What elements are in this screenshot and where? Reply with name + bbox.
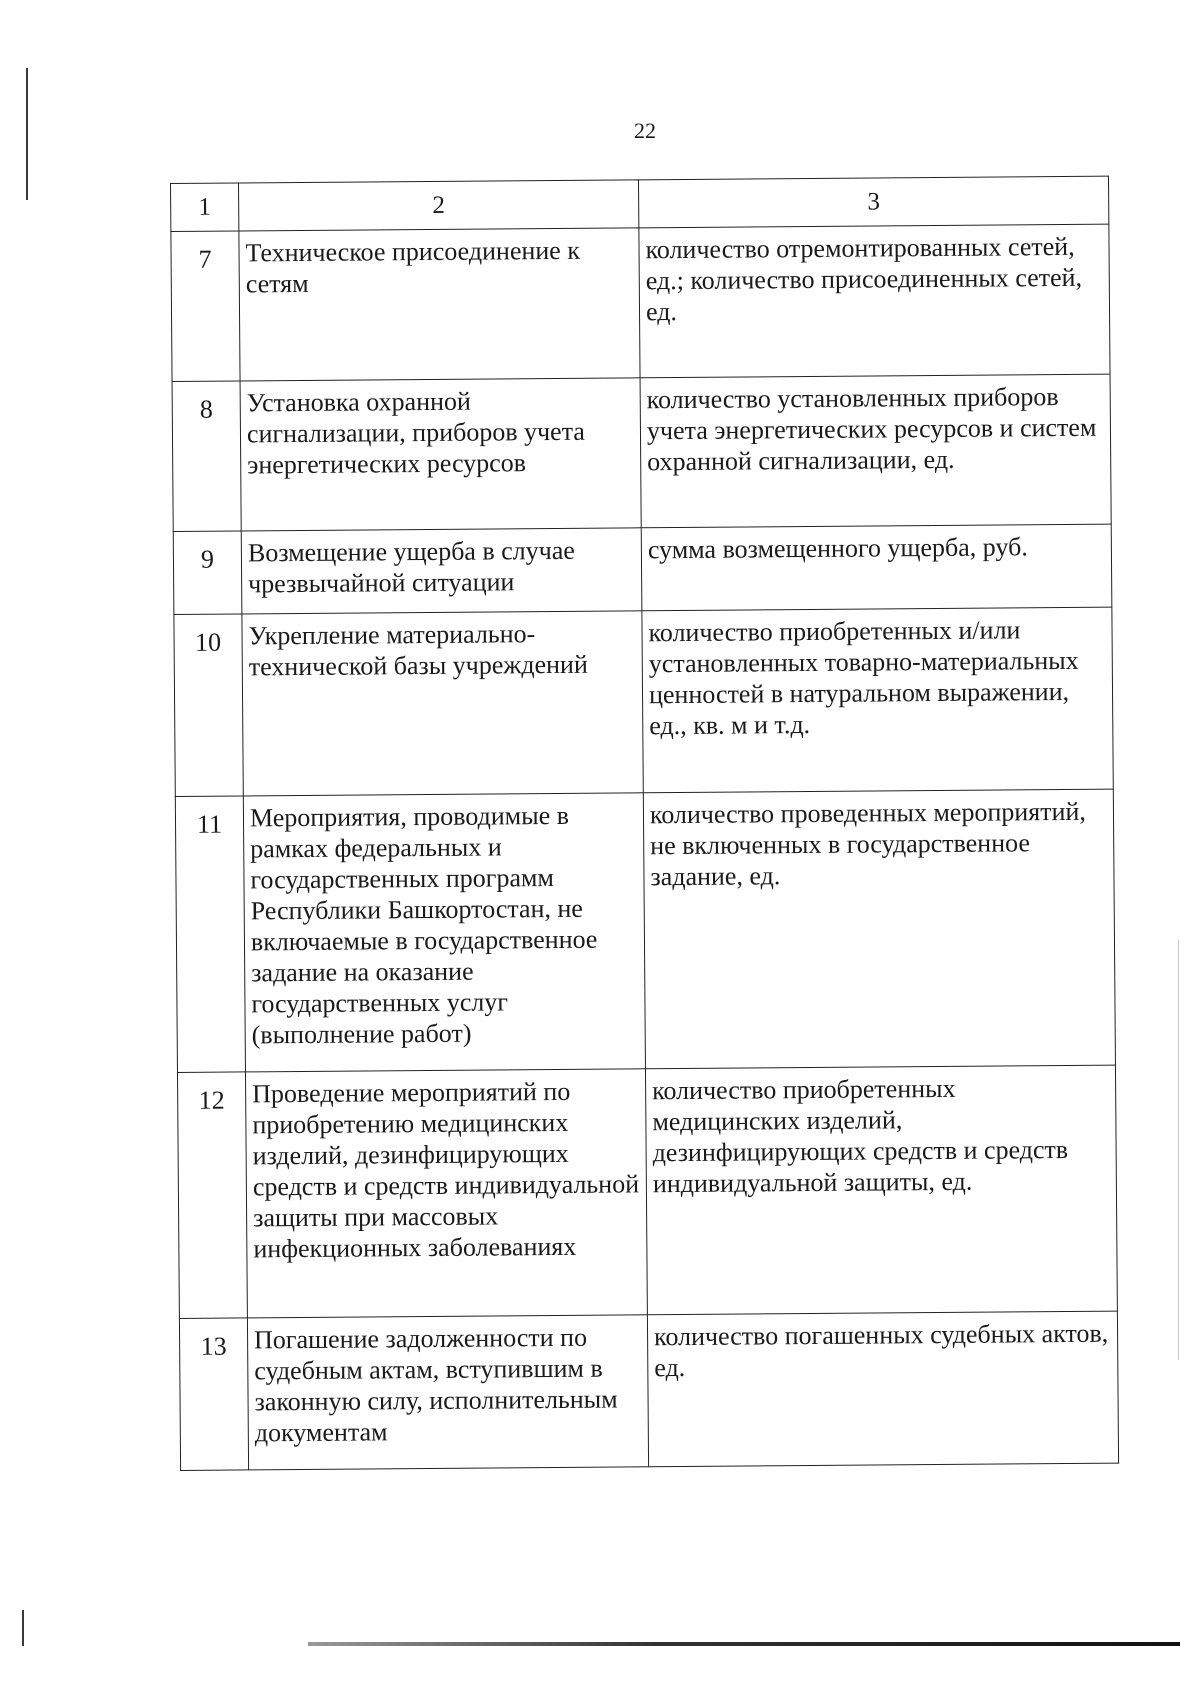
- table-row: [175, 789, 1115, 1072]
- measure-name: Мероприятия, проводимые в рамках федеральных и государственных программ Республики Башкортостан, не включаемые в государственное задание на оказание государственных услуг (выполнение работ): [243, 793, 645, 1072]
- row-number: 9: [173, 531, 242, 615]
- measure-name: Погашение задолженности по судебным актам, вступившим в законную силу, исполнительным документам: [247, 1315, 648, 1470]
- row-number: 10: [174, 614, 243, 797]
- table-row: [171, 224, 1110, 381]
- scan-bottom-bar-dark: [308, 1642, 1180, 1646]
- column-header: 3: [638, 176, 1108, 228]
- table-row: [174, 607, 1113, 796]
- row-number: 7: [171, 231, 240, 382]
- scan-margin-line: [22, 1610, 24, 1646]
- column-header: 2: [239, 180, 639, 231]
- page-number: 22: [634, 118, 656, 143]
- measure-name: Установка охранной сигнализации, приборов учета энергетических ресурсов: [240, 378, 641, 531]
- indicator-table: [170, 176, 1119, 1471]
- table-row: [177, 1065, 1117, 1318]
- indicator-table-wrapper: [170, 176, 1118, 1471]
- measure-name: Возмещение ущерба в случае чрезвычайной ситуации: [241, 528, 642, 614]
- row-number: 12: [177, 1072, 247, 1319]
- scan-margin-line: [1178, 940, 1179, 1360]
- row-number: 13: [179, 1318, 248, 1471]
- table-header-row: [171, 176, 1109, 231]
- measure-name: Техническое присоединение к сетям: [239, 228, 640, 381]
- measure-indicator: количество погашенных судебных актов, ед.: [647, 1311, 1118, 1467]
- measure-indicator: сумма возмещенного ущерба, руб.: [641, 524, 1112, 611]
- row-number: 8: [172, 381, 241, 532]
- measure-indicator: количество установленных приборов учета энергетических ресурсов и систем охранной сигнализации, ед.: [640, 374, 1111, 528]
- table-row: [172, 374, 1111, 531]
- measure-indicator: количество проведенных мероприятий, не включенных в государственное задание, ед.: [643, 789, 1115, 1069]
- measure-indicator: количество отремонтированных сетей, ед.; количество присоединенных сетей, ед.: [639, 224, 1110, 378]
- table-row: [173, 524, 1112, 614]
- row-number: 11: [175, 796, 245, 1073]
- measure-name: Проведение мероприятий по приобретению медицинских изделий, дезинфицирующих средств и средств индивидуальной защиты при массовых инфекционных заболеваниях: [245, 1069, 647, 1318]
- measure-name: Укрепление материально-технической базы учреждений: [242, 611, 643, 796]
- measure-indicator: количество приобретенных и/или установленных товарно-материальных ценностей в натуральном выражении, ед., кв. м и т.д.: [642, 607, 1113, 793]
- measure-indicator: количество приобретенных медицинских изделий, дезинфицирующих средств и средств индивидуальной защиты, ед.: [645, 1065, 1117, 1315]
- table-row: [179, 1311, 1118, 1470]
- column-header: 1: [171, 183, 239, 232]
- scan-bottom-bar: [308, 1642, 1180, 1646]
